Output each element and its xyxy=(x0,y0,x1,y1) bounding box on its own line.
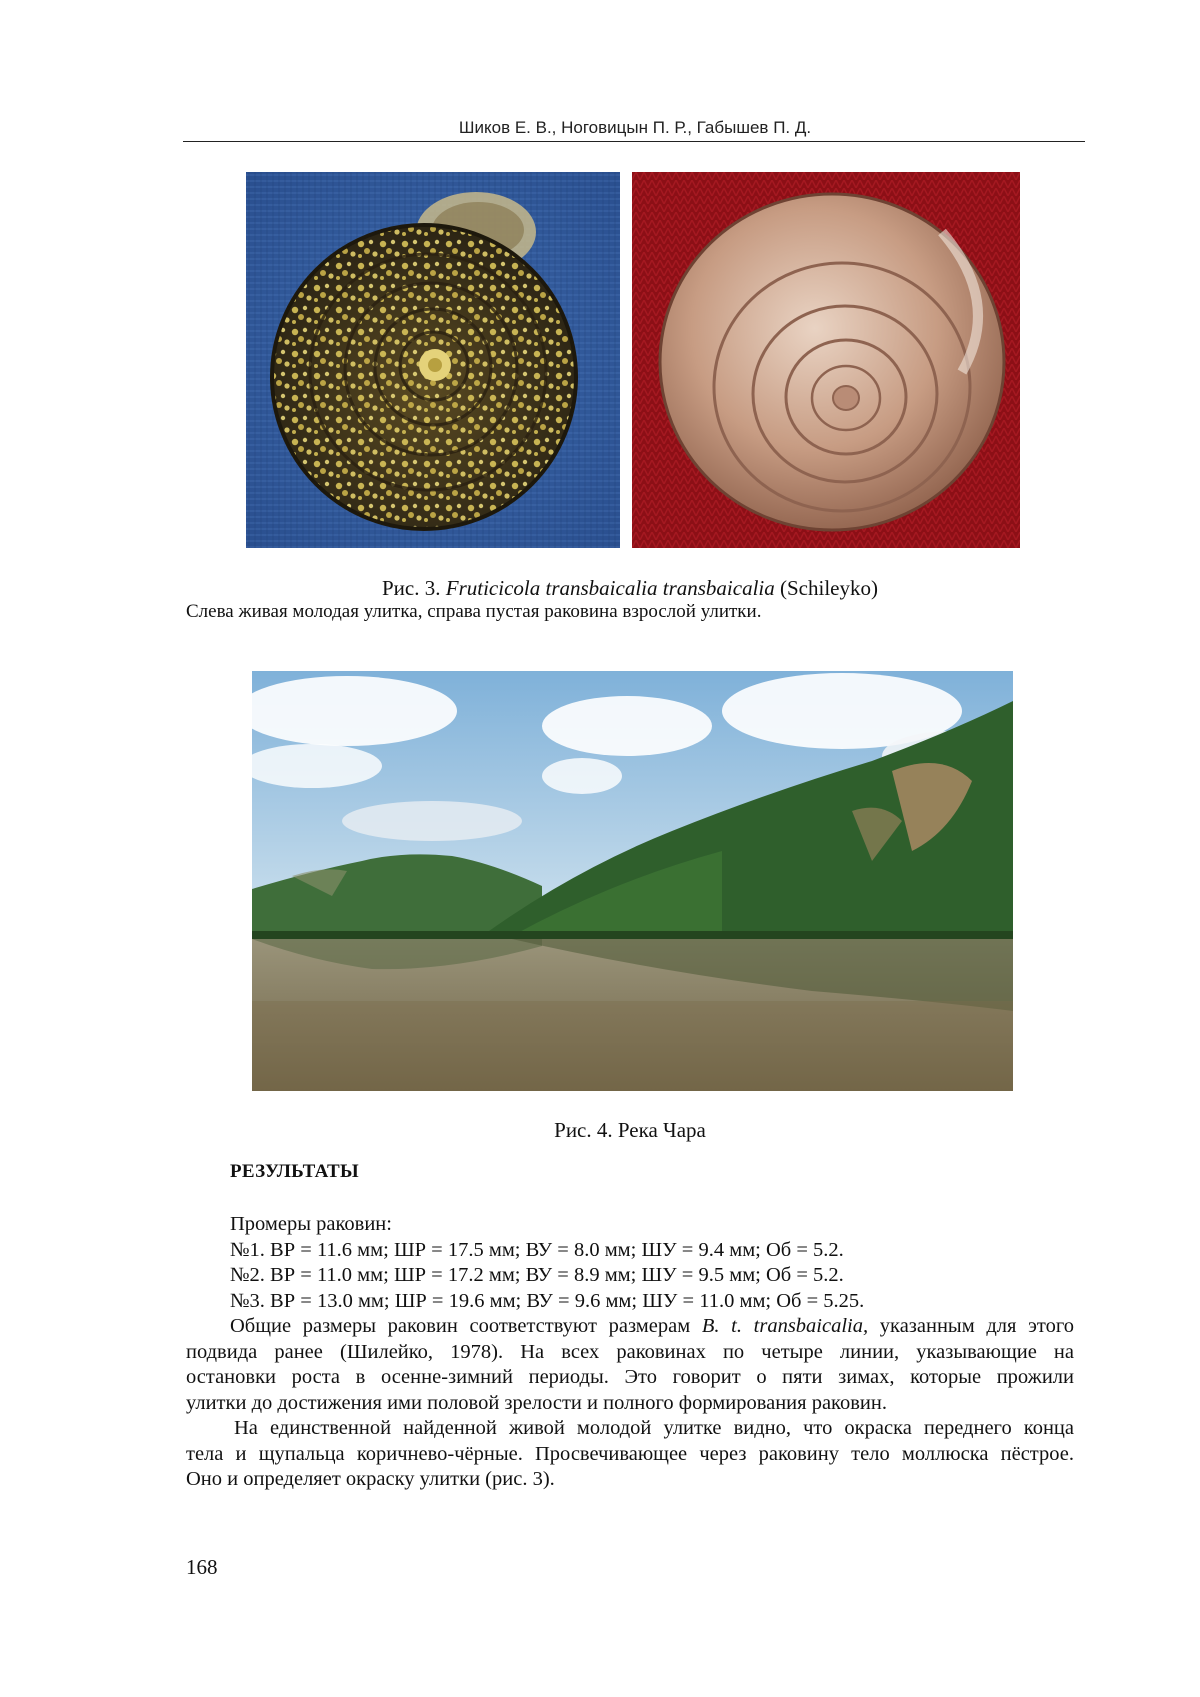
photo-chara-river xyxy=(252,671,1013,1091)
paragraph-2-line-2: тела и щупальца коричнево-чёрные. Просвечивающее через раковину тело моллюска пёстрое. xyxy=(186,1442,1074,1465)
figure-3-caption-species: Fruticicola transbaicalia transbaicalia xyxy=(445,576,775,600)
figure-3-caption-prefix: Рис. 3. xyxy=(382,576,446,600)
paragraph-1-line-1: Общие размеры раковин соответствуют размерам B. t. transbaicalia, указанным для этого xyxy=(230,1315,1074,1337)
measurement-row: №2. ВР = 11.0 мм; ШР = 17.2 мм; ВУ = 8.9 мм; ШУ = 9.5 мм; Об = 5.2. xyxy=(230,1264,844,1286)
figure-3-caption xyxy=(0,576,1200,601)
paragraph-1-line-4: улитки до достижения ими половой зрелости и полного формирования раковин. xyxy=(186,1391,887,1414)
photo-empty-shell xyxy=(632,172,1020,548)
species-name: B. t. transbaicalia, xyxy=(701,1315,869,1337)
paragraph-1-line-3: остановки роста в осенне-зимний периоды. Это говорит о пяти зимах, которые прожили xyxy=(186,1366,1074,1388)
figure-3-description: Слева живая молодая улитка, справа пустая раковина взрослой улитки. xyxy=(186,601,762,622)
paragraph-1-line-2: подвида ранее (Шилейко, 1978). На всех раковинах по четыре линии, указывающие на xyxy=(186,1340,1074,1363)
results-paragraph-1 xyxy=(186,1314,1074,1416)
paragraph-2-line-3: Оно и определяет окраску улитки (рис. 3). xyxy=(186,1468,555,1490)
figure-3-caption-author: (Schileyko) xyxy=(774,576,878,600)
header-rule xyxy=(183,141,1085,142)
running-head: Шиков Е. В., Ноговицын П. Р., Габышев П. Д. xyxy=(458,118,812,137)
figure-4-caption: Рис. 4. Река Чара xyxy=(554,1118,706,1142)
section-heading-results: РЕЗУЛЬТАТЫ xyxy=(230,1161,359,1182)
results-paragraph-2 xyxy=(186,1416,1074,1493)
measurements-title: Промеры раковин: xyxy=(230,1213,392,1235)
paragraph-2-line-1: На единственной найденной живой молодой улитке видно, что окраска переднего конца xyxy=(234,1417,1074,1439)
measurement-row: №3. ВР = 13.0 мм; ШР = 19.6 мм; ВУ = 9.6 мм; ШУ = 11.0 мм; Об = 5.25. xyxy=(230,1289,865,1312)
photo-live-snail xyxy=(246,172,620,548)
page-number: 168 xyxy=(186,1555,218,1579)
measurements-block xyxy=(230,1212,1074,1314)
measurement-row: №1. ВР = 11.6 мм; ШР = 17.5 мм; ВУ = 8.0 мм; ШУ = 9.4 мм; Об = 5.2. xyxy=(230,1238,844,1261)
